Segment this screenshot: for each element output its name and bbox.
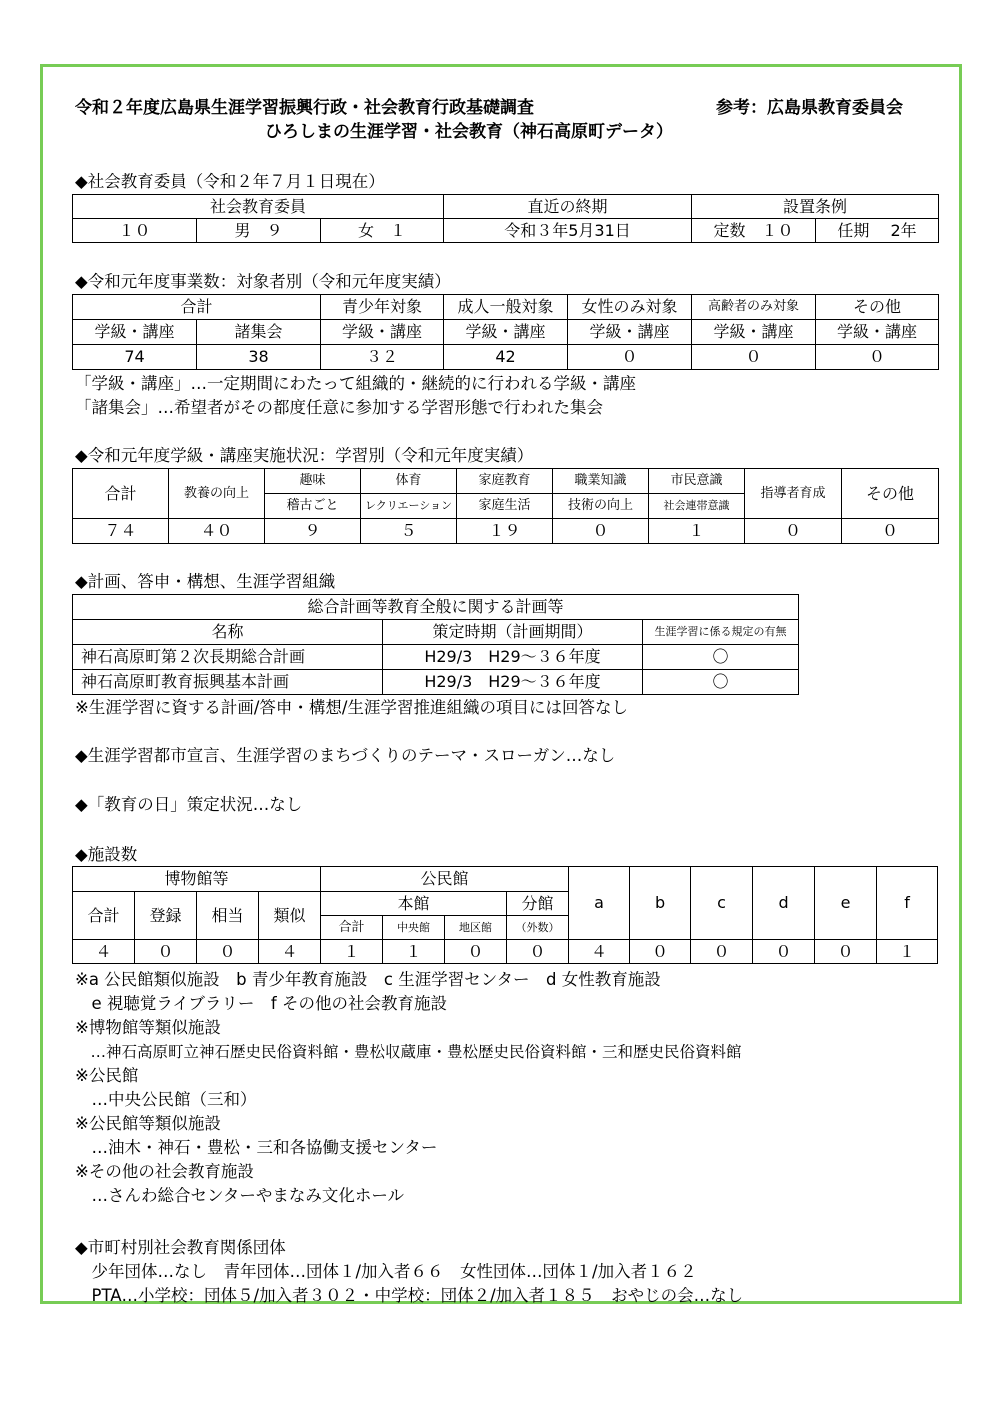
reference-note: 参考：広島県教育委員会 <box>716 98 903 118</box>
page-subtitle: ひろしまの生涯学習・社会教育（神石高原町データ） <box>265 122 673 142</box>
projects-subheader: 学級・講座 <box>444 320 568 345</box>
groups-line: PTA…小学校：団体５/加入者３０２・中学校：団体２/加入者１８５ おやじの会…なし <box>75 1286 744 1305</box>
plans-heading: ◆計画、答申・構想、生涯学習組織 <box>75 572 336 591</box>
facilities-value: ４ <box>73 940 135 964</box>
facilities-registered-header: 登録 <box>135 892 197 940</box>
facilities-value: ０ <box>445 940 507 964</box>
courses-civic-header: 市民意識 <box>649 469 745 494</box>
plan-name: 神石高原町教育振興基本計画 <box>73 670 383 695</box>
committee-members-header: 社会教育委員 <box>73 195 444 219</box>
facilities-bunkan-header: 分館 <box>507 892 569 916</box>
projects-subheader: 諸集会 <box>197 320 321 345</box>
projects-group-header: 青少年対象 <box>321 295 444 320</box>
courses-civic-sub: 社会連帯意識 <box>649 494 745 519</box>
courses-value: ０ <box>842 519 939 544</box>
facilities-similar-header: 類似 <box>259 892 321 940</box>
projects-heading: ◆令和元年度事業数：対象者別（令和元年度実績） <box>75 272 451 291</box>
courses-value: １９ <box>457 519 553 544</box>
facilities-d-header: d <box>753 867 815 940</box>
facilities-honkan-header: 本館 <box>321 892 507 916</box>
courses-job-sub: 技術の向上 <box>553 494 649 519</box>
courses-hobby-sub: 稽古ごと <box>265 494 361 519</box>
projects-value: ０ <box>568 345 692 370</box>
courses-value: ０ <box>745 519 842 544</box>
courses-value: ７４ <box>73 519 169 544</box>
plan-rule: 〇 <box>643 645 799 670</box>
committee-heading: ◆社会教育委員（令和２年７月１日現在） <box>75 172 385 191</box>
projects-value: ０ <box>816 345 939 370</box>
committee-female: 女 １ <box>321 219 444 243</box>
projects-group-header: 成人一般対象 <box>444 295 568 320</box>
facilities-bunkan-sub: （外数） <box>507 916 569 940</box>
groups-line: 少年団体…なし 青年団体…団体１/加入者６６ 女性団体…団体１/加入者１６２ <box>75 1262 697 1281</box>
committee-male: 男 ９ <box>197 219 321 243</box>
committee-capacity: 定数 １０ <box>692 219 816 243</box>
facilities-district-header: 地区館 <box>445 916 507 940</box>
courses-culture-header: 教養の向上 <box>169 469 265 519</box>
facilities-a-header: a <box>569 867 630 940</box>
plan-period: H29/3 H29～３６年度 <box>383 645 643 670</box>
projects-note-courses: 「学級・講座」…一定期間にわたって組織的・継続的に行われる学級・講座 <box>75 374 636 393</box>
projects-subheader: 学級・講座 <box>816 320 939 345</box>
facilities-b-header: b <box>630 867 691 940</box>
survey-title: 令和２年度広島県生涯学習振興行政・社会教育行政基礎調査 <box>75 98 534 118</box>
facilities-heading: ◆施設数 <box>75 845 138 864</box>
plans-table-title: 総合計画等教育全般に関する計画等 <box>73 595 799 620</box>
facilities-note: ※a 公民館類似施設 b 青少年教育施設 c 生涯学習センター d 女性教育施設 <box>75 970 661 989</box>
plans-rule-header: 生涯学習に係る規定の有無 <box>643 620 799 645</box>
facilities-note: …神石高原町立神石歴史民俗資料館・豊松収蔵庫・豊松歴史民俗資料館・三和歴史民俗資料館 <box>75 1043 742 1061</box>
facilities-note: ※公民館 <box>75 1066 139 1085</box>
facilities-value: ４ <box>259 940 321 964</box>
committee-ordinance-header: 設置条例 <box>692 195 939 219</box>
facilities-value: ０ <box>815 940 877 964</box>
facilities-note: …油木・神石・豊松・三和各協働支援センター <box>75 1138 438 1157</box>
committee-term-end: 令和３年5月31日 <box>444 219 692 243</box>
facilities-table <box>72 866 938 964</box>
plans-note: ※生涯学習に資する計画/答申・構想/生涯学習推進組織の項目には回答なし <box>75 698 628 717</box>
projects-subheader: 学級・講座 <box>73 320 197 345</box>
plan-rule: 〇 <box>643 670 799 695</box>
projects-value: ０ <box>692 345 816 370</box>
courses-value: ５ <box>361 519 457 544</box>
facilities-central-header: 中央館 <box>383 916 445 940</box>
plan-name: 神石高原町第２次長期総合計画 <box>73 645 383 670</box>
projects-note-gatherings: 「諸集会」…希望者がその都度任意に参加する学習形態で行われた集会 <box>75 398 603 417</box>
projects-group-header: 高齢者のみ対象 <box>692 295 816 320</box>
committee-total: １０ <box>73 219 197 243</box>
facilities-equivalent-header: 相当 <box>197 892 259 940</box>
declaration-line: ◆生涯学習都市宣言、生涯学習のまちづくりのテーマ・スローガン…なし <box>75 746 616 765</box>
facilities-kh-total-header: 合計 <box>321 916 383 940</box>
facilities-c-header: c <box>691 867 753 940</box>
projects-value: 42 <box>444 345 568 370</box>
courses-value: ０ <box>553 519 649 544</box>
courses-table <box>72 468 939 544</box>
projects-group-header: 合計 <box>73 295 321 320</box>
courses-value: ９ <box>265 519 361 544</box>
facilities-note: e 視聴覚ライブラリー f その他の社会教育施設 <box>75 994 447 1013</box>
courses-family-header: 家庭教育 <box>457 469 553 494</box>
facilities-note: …さんわ総合センターやまなみ文化ホール <box>75 1186 405 1205</box>
facilities-note: ※博物館等類似施設 <box>75 1018 221 1037</box>
courses-hobby-header: 趣味 <box>265 469 361 494</box>
courses-total-header: 合計 <box>73 469 169 519</box>
courses-value: １ <box>649 519 745 544</box>
facilities-note: ※その他の社会教育施設 <box>75 1162 254 1181</box>
education-day-line: ◆「教育の日」策定状況…なし <box>75 795 303 814</box>
facilities-value: ０ <box>197 940 259 964</box>
facilities-value: ４ <box>569 940 630 964</box>
plans-name-header: 名称 <box>73 620 383 645</box>
facilities-value: １ <box>877 940 938 964</box>
courses-leader-header: 指導者育成 <box>745 469 842 519</box>
facilities-value: ０ <box>135 940 197 964</box>
groups-heading: ◆市町村別社会教育関係団体 <box>75 1238 286 1257</box>
facilities-total-header: 合計 <box>73 892 135 940</box>
committee-term-header: 直近の終期 <box>444 195 692 219</box>
projects-value: ３２ <box>321 345 444 370</box>
plans-table <box>72 594 799 695</box>
facilities-note: …中央公民館（三和） <box>75 1090 257 1109</box>
projects-subheader: 学級・講座 <box>321 320 444 345</box>
courses-sports-header: 体育 <box>361 469 457 494</box>
facilities-value: ０ <box>507 940 569 964</box>
projects-value: 38 <box>197 345 321 370</box>
committee-term: 任期 2年 <box>816 219 939 243</box>
facilities-value: ０ <box>630 940 691 964</box>
facilities-museum-header: 博物館等 <box>73 867 321 892</box>
facilities-e-header: e <box>815 867 877 940</box>
plans-period-header: 策定時期（計画期間） <box>383 620 643 645</box>
facilities-value: ０ <box>691 940 753 964</box>
projects-table <box>72 294 939 370</box>
plan-period: H29/3 H29～３６年度 <box>383 670 643 695</box>
facilities-value: １ <box>383 940 445 964</box>
courses-family-sub: 家庭生活 <box>457 494 553 519</box>
courses-value: ４０ <box>169 519 265 544</box>
projects-subheader: 学級・講座 <box>692 320 816 345</box>
courses-heading: ◆令和元年度学級・講座実施状況：学習別（令和元年度実績） <box>75 446 534 465</box>
facilities-f-header: f <box>877 867 938 940</box>
projects-subheader: 学級・講座 <box>568 320 692 345</box>
projects-value: 74 <box>73 345 197 370</box>
courses-job-header: 職業知識 <box>553 469 649 494</box>
projects-group-header: 女性のみ対象 <box>568 295 692 320</box>
projects-group-header: その他 <box>816 295 939 320</box>
committee-table <box>72 194 939 243</box>
courses-other-header: その他 <box>842 469 939 519</box>
facilities-kominkan-header: 公民館 <box>321 867 569 892</box>
facilities-value: ０ <box>753 940 815 964</box>
courses-sports-sub: レクリエーション <box>361 494 457 519</box>
facilities-note: ※公民館等類似施設 <box>75 1114 221 1133</box>
facilities-value: １ <box>321 940 383 964</box>
